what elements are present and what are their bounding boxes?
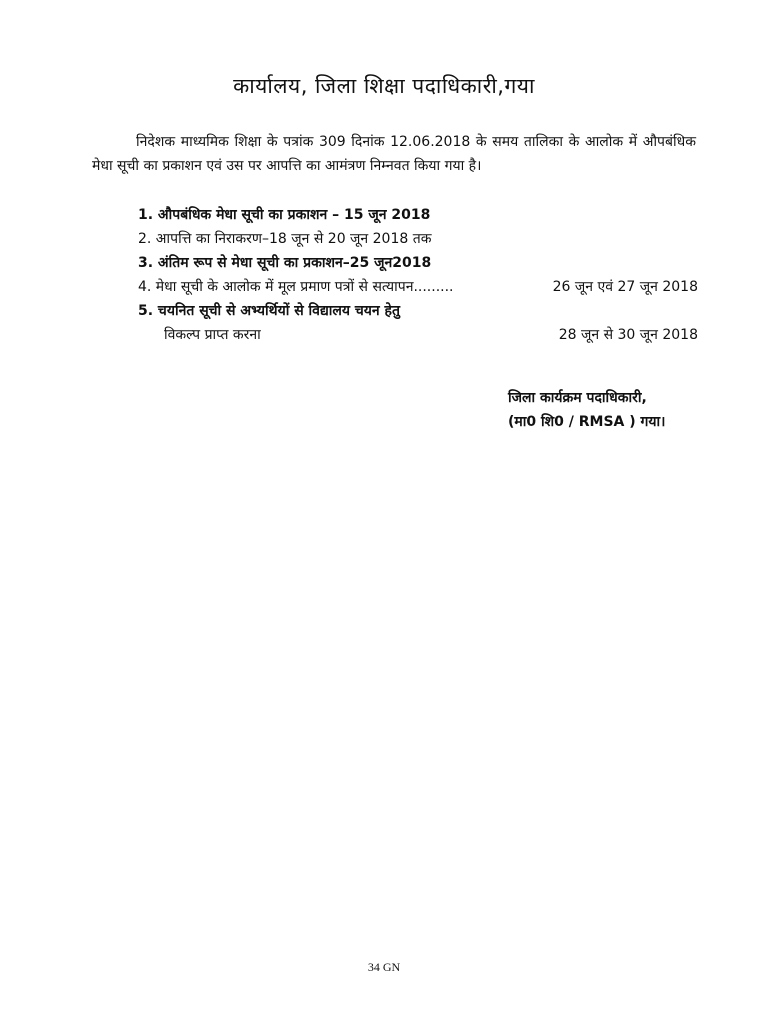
schedule-item-2 [138,227,698,251]
schedule-item-text: 1. औपबंधिक मेधा सूची का प्रकाशन – 15 जून 2018 [138,207,431,223]
schedule-item-3 [138,251,698,275]
schedule-item-text: 4. मेधा सूची के आलोक में मूल प्रमाण पत्रों से सत्यापन......... [138,279,454,295]
schedule-item-text: 3. अंतिम रूप से मेधा सूची का प्रकाशन–25 जून2018 [138,255,432,271]
schedule-item-5-continued [138,323,698,347]
signature-designation: जिला कार्यक्रम पदाधिकारी, [508,390,647,406]
schedule-item-date: 28 जून से 30 जून 2018 [558,327,698,343]
page-footer: 34 GN [367,960,401,974]
schedule-item-4 [138,275,698,299]
document-title: कार्यालय, जिला शिक्षा पदाधिकारी,गया [233,74,535,98]
schedule-item-text: 2. आपत्ति का निराकरण–18 जून से 20 जून 2018 तक [138,231,432,247]
schedule-item-text: 5. चयनित सूची से अभ्यर्थियों से विद्यालय चयन हेतु [138,303,400,319]
signature-block [508,386,665,434]
intro-paragraph: निदेशक माध्यमिक शिक्षा के पत्रांक 309 दिनांक 12.06.2018 के समय तालिका के आलोक में औपबंधिक मेधा सूची का प्रकाशन एवं उस पर आपत्ति का आमंत्रण निम्नवत किया गया है। [92,134,696,174]
schedule-item-5 [138,299,698,323]
signature-office: (मा0 शि0 / RMSA ) गया। [508,414,666,430]
schedule-item-date: 26 जून एवं 27 जून 2018 [552,279,698,295]
schedule-list [138,203,698,347]
schedule-item-1 [138,203,698,227]
schedule-item-text: विकल्प प्राप्त करना [164,327,261,343]
